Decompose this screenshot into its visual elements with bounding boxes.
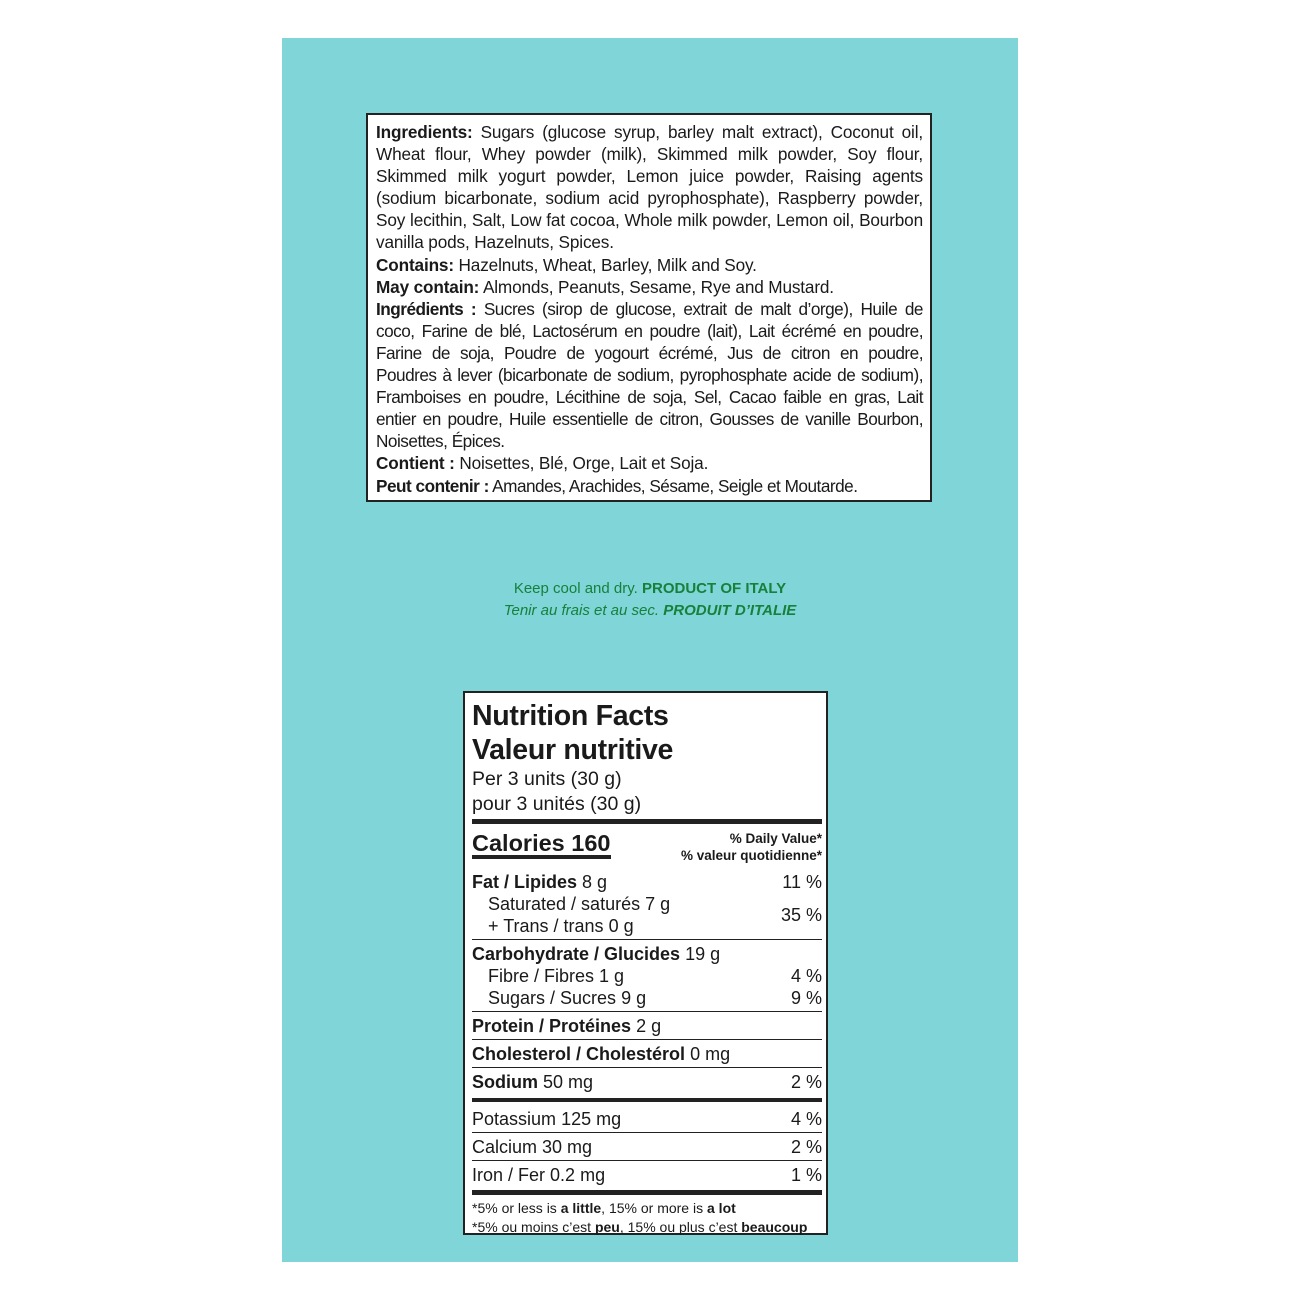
- storage-fr-text: Tenir au frais et au sec.: [503, 602, 660, 619]
- calories-value: 160: [571, 830, 611, 856]
- calcium-row: [472, 1136, 822, 1158]
- footnote-fr-d: beaucoup: [741, 1219, 808, 1235]
- fat-group: [472, 868, 822, 939]
- daily-value-en: % Daily Value*: [729, 831, 822, 846]
- footnote-en-d: a lot: [707, 1200, 736, 1216]
- sodium-amount: 50 mg: [543, 1072, 594, 1092]
- iron-pct: 1 %: [790, 1165, 822, 1185]
- sugars-label: Sugars / Sucres: [488, 988, 617, 1008]
- calories-label: Calories: [472, 830, 565, 856]
- sat-trans-row: [472, 893, 822, 937]
- protein-row: [472, 1015, 822, 1037]
- ingredients-fr-label: Ingrédients :: [376, 298, 477, 319]
- sodium-pct: 2 %: [790, 1072, 822, 1092]
- sugars-amount: 9 g: [621, 988, 647, 1008]
- ingredients-fr-text: Sucres (sirop de glucose, extrait de malt d’orge), Huile de coco, Farine de blé, Lactosérum en poudre (lait), Lait écrémé en poudre, Farine de soja, Poudre de yogourt écrémé, Jus de citron en poudre, Poudres à lever (bicarbonate de sodium, pyrophosphate acide de sodium), Framboises en poudre, Lécithine de soja, Sel, Cacao faible en gras, Lait entier en poudre, Huile essentielle de citron, Gousses de vanille Bourbon, Noisettes, Épices.: [376, 298, 923, 452]
- serving-size-en: Per 3 units (30 g): [472, 768, 622, 790]
- cholesterol-amount: 0 mg: [690, 1044, 731, 1064]
- iron-amount: 0.2 mg: [550, 1165, 606, 1185]
- iron-label: Iron / Fer: [472, 1165, 546, 1185]
- may-contain-fr-text: Amandes, Arachides, Sésame, Seigle et Moutarde.: [492, 475, 858, 496]
- protein-group: [472, 1012, 822, 1039]
- may-contain-fr-label: Peut contenir :: [376, 475, 489, 496]
- fat-amount: 8 g: [582, 872, 608, 892]
- calcium-group: [472, 1133, 822, 1160]
- contains-fr-text: Noisettes, Blé, Orge, Lait et Soja.: [459, 453, 709, 474]
- origin-en: PRODUCT OF ITALY: [641, 580, 787, 597]
- cholesterol-label: Cholesterol / Cholestérol: [472, 1044, 686, 1064]
- storage-fr: [282, 600, 1018, 622]
- saturated-label: Saturated / saturés: [488, 894, 641, 914]
- potassium-row: [472, 1108, 822, 1130]
- footnote-en-c: , 15% or more is: [601, 1200, 704, 1216]
- footnote-en-a: *5% or less is: [472, 1200, 557, 1216]
- ingredients-fr: [376, 298, 923, 453]
- nutrition-title-fr: Valeur nutritive: [472, 734, 674, 766]
- footnote-en: [472, 1199, 822, 1218]
- nutrition-title-en: Nutrition Facts: [472, 700, 669, 732]
- sodium-label: Sodium: [472, 1072, 538, 1092]
- ingredients-label: Ingredients:: [376, 122, 473, 142]
- calories-row: [472, 824, 822, 868]
- may-contain-text: Almonds, Peanuts, Sesame, Rye and Mustard.: [482, 276, 834, 297]
- fat-label: Fat / Lipides: [472, 872, 578, 892]
- footnote-en-b: a little: [560, 1200, 602, 1216]
- footnote: [472, 1195, 822, 1237]
- may-contain-fr: [376, 475, 923, 497]
- calcium-pct: 2 %: [790, 1137, 822, 1157]
- sodium-row: [472, 1071, 822, 1093]
- contains-label: Contains:: [376, 254, 454, 275]
- potassium-label: Potassium: [472, 1109, 557, 1129]
- ingredients-text: Sugars (glucose syrup, barley malt extract), Coconut oil, Wheat flour, Whey powder (milk), Skimmed milk powder, Soy flour, Skimmed milk yogurt powder, Lemon juice powder, Raising agents (sodium bicarbonate, sodium acid pyrophosphate), Raspberry powder, Soy lecithin, Salt, Low fat cocoa, Whole milk powder, Lemon oil, Bourbon vanilla pods, Hazelnuts, Spices.: [376, 122, 923, 253]
- cholesterol-group: [472, 1040, 822, 1067]
- contains-text: Hazelnuts, Wheat, Barley, Milk and Soy.: [458, 254, 757, 275]
- origin-fr: PRODUIT D’ITALIE: [663, 602, 797, 619]
- serving-size-fr: pour 3 unités (30 g): [472, 792, 642, 815]
- calcium-label: Calcium: [472, 1137, 538, 1157]
- saturated-amount: 7 g: [645, 894, 671, 914]
- footnote-fr-a: *5% ou moins c’est: [472, 1219, 592, 1235]
- ingredients-box: [366, 113, 932, 502]
- fat-row: [472, 871, 822, 893]
- contains-fr-label: Contient :: [376, 453, 455, 474]
- fibre-label: Fibre / Fibres: [488, 966, 595, 986]
- contains-fr: [376, 452, 923, 474]
- protein-label: Protein / Protéines: [472, 1016, 632, 1036]
- fat-pct: 11 %: [782, 872, 822, 892]
- protein-amount: 2 g: [636, 1016, 662, 1036]
- ingredients-en: [376, 121, 923, 254]
- storage-en-text: Keep cool and dry.: [513, 580, 638, 597]
- trans-label: + Trans / trans: [488, 916, 604, 936]
- fibre-amount: 1 g: [599, 966, 625, 986]
- sodium-group: [472, 1068, 822, 1095]
- carb-label: Carbohydrate / Glucides: [472, 944, 681, 964]
- may-contain-label: May contain:: [376, 276, 480, 297]
- storage-en: [282, 578, 1018, 600]
- trans-amount: 0 g: [608, 916, 634, 936]
- storage-info: [282, 578, 1018, 622]
- nutrition-facts-table: [463, 691, 828, 1235]
- carb-group: [472, 940, 822, 1011]
- potassium-pct: 4 %: [790, 1109, 822, 1129]
- carb-amount: 19 g: [685, 944, 721, 964]
- footnote-fr: [472, 1218, 822, 1237]
- fibre-pct: 4 %: [790, 966, 822, 986]
- potassium-group: [472, 1102, 822, 1132]
- iron-row: [472, 1164, 822, 1186]
- daily-value-header: [681, 830, 822, 864]
- may-contain-en: [376, 276, 923, 298]
- sugars-row: [472, 987, 822, 1009]
- calories: [472, 828, 611, 859]
- fibre-row: [472, 965, 822, 987]
- sugars-pct: 9 %: [790, 988, 822, 1008]
- cholesterol-row: [472, 1043, 822, 1065]
- iron-group: [472, 1161, 822, 1188]
- contains-en: [376, 254, 923, 276]
- daily-value-fr: % valeur quotidienne*: [680, 848, 822, 863]
- sat-trans-pct: 35 %: [780, 905, 822, 925]
- calcium-amount: 30 mg: [542, 1137, 593, 1157]
- potassium-amount: 125 mg: [561, 1109, 622, 1129]
- footnote-fr-b: peu: [594, 1219, 620, 1235]
- footnote-fr-c: , 15% ou plus c’est: [619, 1219, 738, 1235]
- carb-row: [472, 943, 822, 965]
